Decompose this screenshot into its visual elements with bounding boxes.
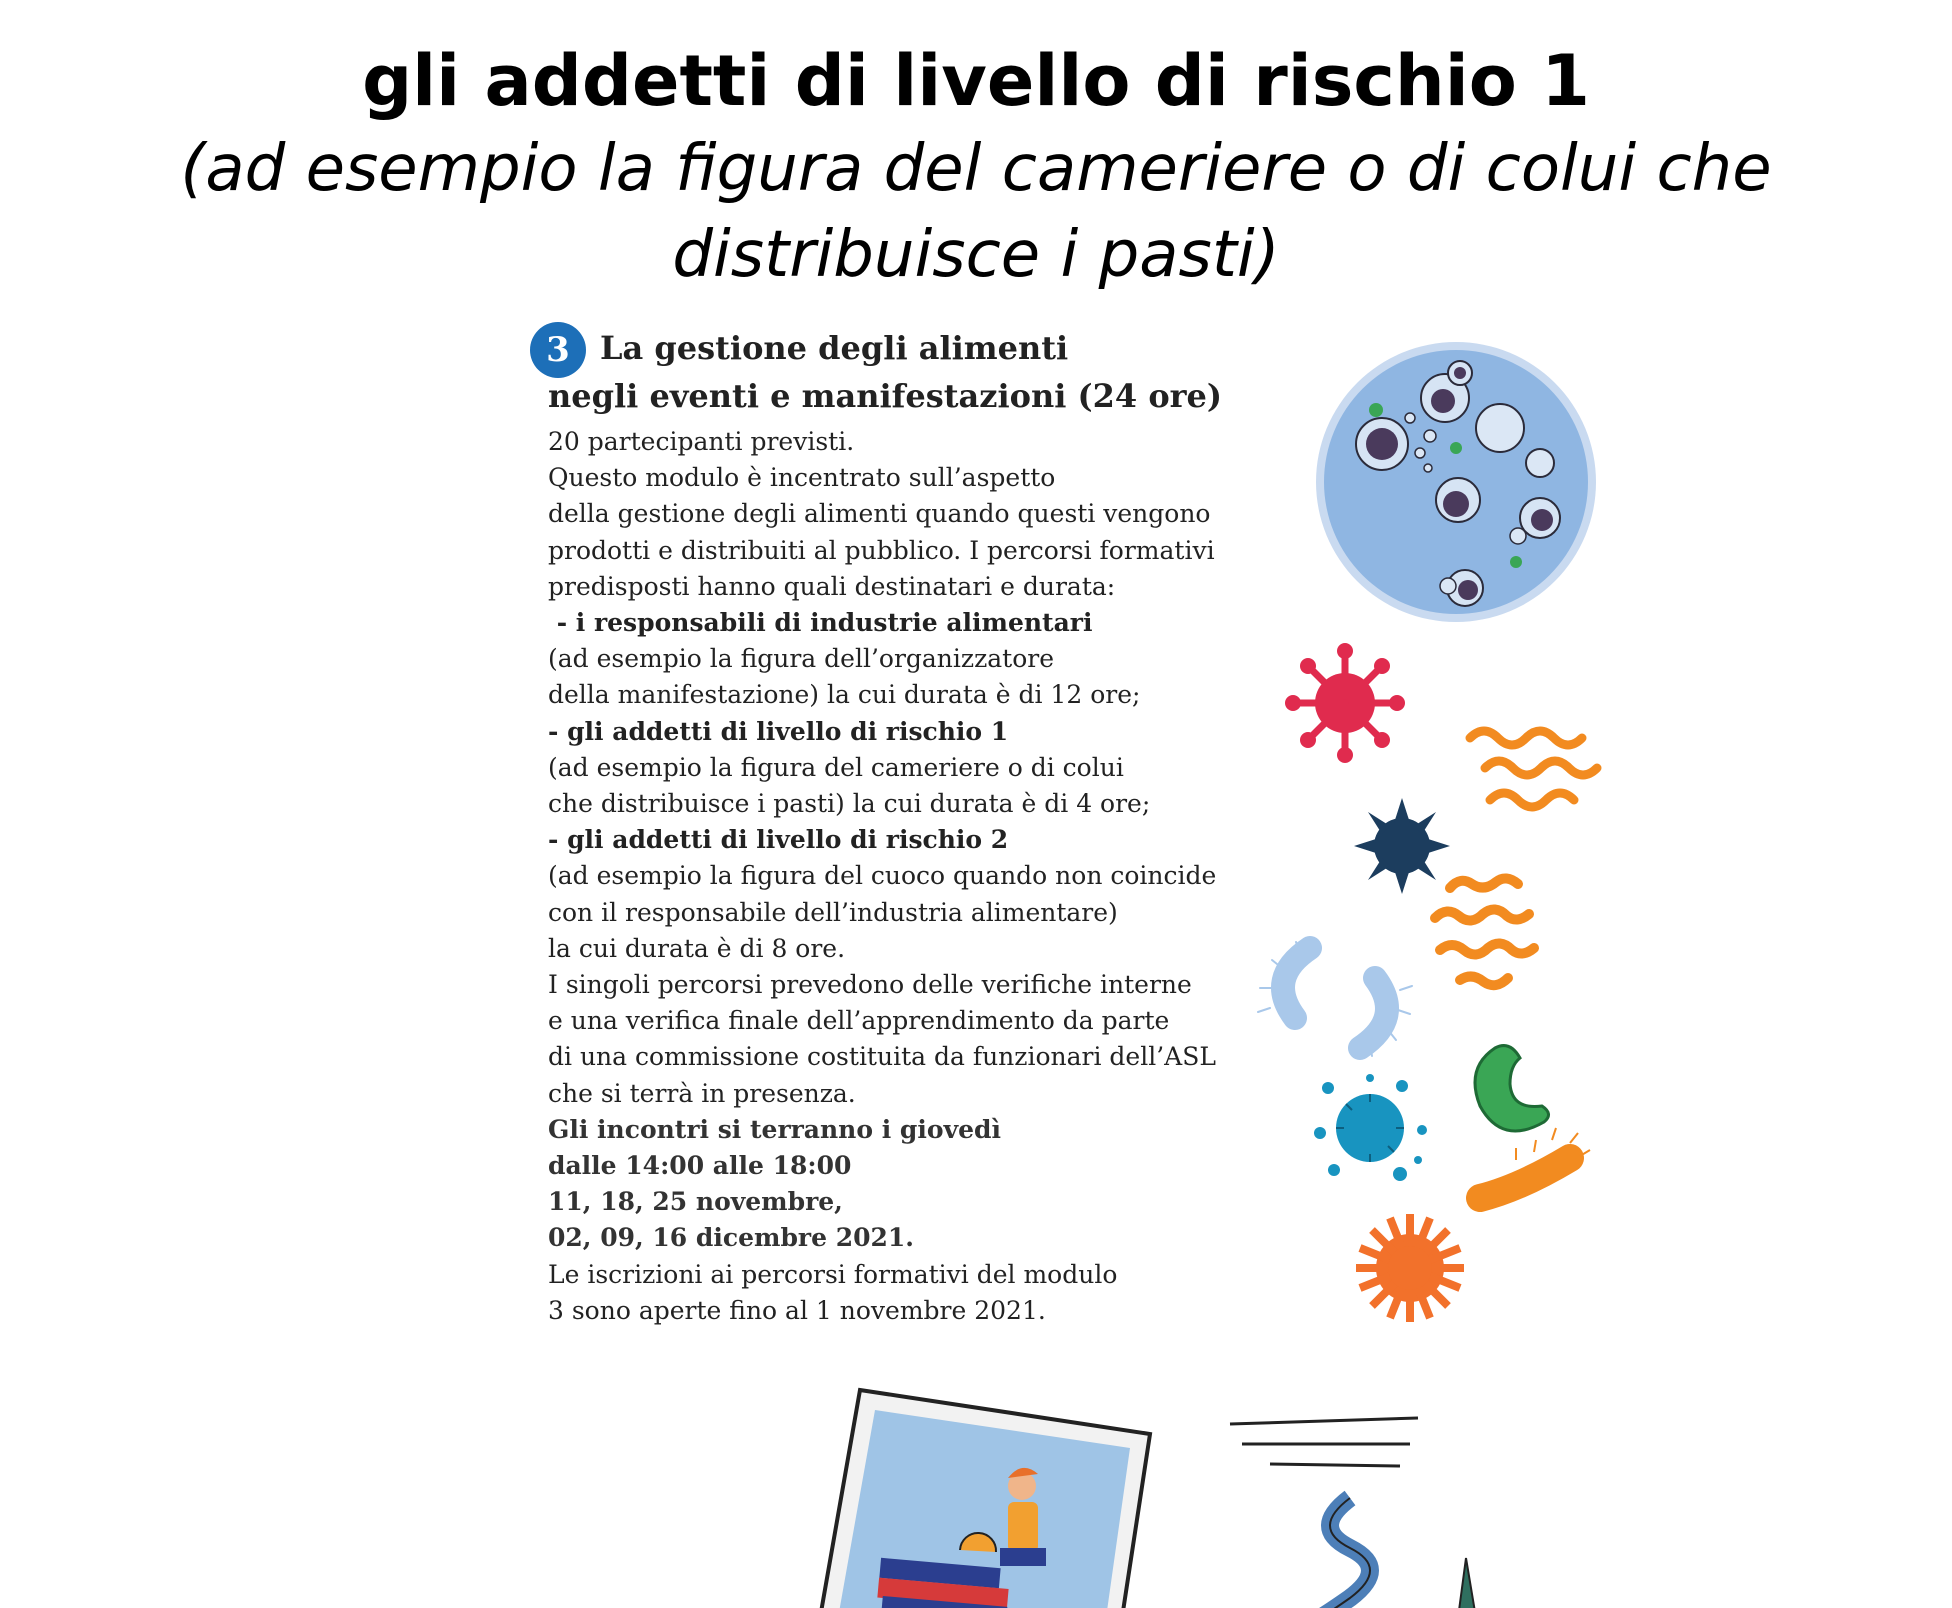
heading-title: gli addetti di livello di rischio 1 <box>362 40 1590 122</box>
text-line: che distribuisce i pasti) la cui durata è di 4 ore; <box>548 789 1151 819</box>
orange-wave-bacteria-icon <box>1470 731 1597 807</box>
text-line: (ad esempio la figura dell’organizzatore <box>548 644 1054 674</box>
text-line: I singoli percorsi prevedono delle verifiche interne <box>548 970 1192 1000</box>
orange-bacillus-icon <box>1480 1128 1590 1198</box>
target-group-heading: - i responsabili di industrie alimentari <box>548 608 1093 638</box>
heading-subtitle-line-2: distribuisce i pasti) <box>672 218 1280 292</box>
photo-frame-student-icon <box>820 1390 1150 1608</box>
orange-sun-virus-icon <box>1356 1214 1464 1322</box>
module-title-line-1: La gestione degli alimenti <box>600 329 1069 367</box>
orange-coil-bacteria-icon <box>1435 878 1534 985</box>
module-title <box>548 324 1368 420</box>
text-line: Questo modulo è incentrato sull’aspetto <box>548 463 1056 493</box>
module-description <box>548 424 1368 1329</box>
dna-spiral-icon <box>1230 1418 1476 1608</box>
text-line: Le iscrizioni ai percorsi formativi del modulo <box>548 1259 1118 1289</box>
text-line: 20 partecipanti previsti. <box>548 427 855 456</box>
module-number-badge: 3 <box>530 322 586 378</box>
module-title-line-2: negli eventi e manifestazioni (24 ore) <box>548 377 1223 415</box>
text-line: che si terrà in presenza. <box>548 1078 856 1108</box>
module-flyer <box>530 318 1650 1608</box>
schedule-line: 02, 09, 16 dicembre 2021. <box>548 1223 914 1253</box>
target-group-heading: - gli addetti di livello di rischio 1 <box>548 716 1009 746</box>
text-line: predisposti hanno quali destinatari e durata: <box>548 571 1116 601</box>
text-line: e una verifica finale dell’apprendimento da parte <box>548 1006 1170 1036</box>
target-group-heading: - gli addetti di livello di rischio 2 <box>548 825 1009 855</box>
green-bean-microbe-icon <box>1475 1046 1549 1131</box>
text-line: 3 sono aperte fino al 1 novembre 2021. <box>548 1295 1046 1325</box>
heading-subtitle-line-1: (ad esempio la figura del cameriere o di colui che <box>180 132 1772 206</box>
schedule-line: Gli incontri si terranno i giovedì <box>548 1114 1001 1144</box>
text-line: (ad esempio la figura del cuoco quando non coincide <box>548 861 1217 891</box>
text-line: prodotti e distribuiti al pubblico. I percorsi formativi <box>548 535 1215 565</box>
text-line: di una commissione costituita da funzionari dell’ASL <box>548 1042 1216 1072</box>
schedule-line: dalle 14:00 alle 18:00 <box>548 1151 852 1181</box>
text-line: della gestione degli alimenti quando questi vengono <box>548 499 1211 529</box>
heading-block <box>0 36 1952 298</box>
text-line: (ad esempio la figura del cameriere o di colui <box>548 752 1124 782</box>
text-line: la cui durata è di 8 ore. <box>548 933 846 963</box>
text-line: della manifestazione) la cui durata è di 12 ore; <box>548 680 1141 710</box>
text-line: con il responsabile dell’industria alimentare) <box>548 897 1118 927</box>
schedule-line: 11, 18, 25 novembre, <box>548 1187 843 1217</box>
navy-virus-icon <box>1354 798 1450 894</box>
